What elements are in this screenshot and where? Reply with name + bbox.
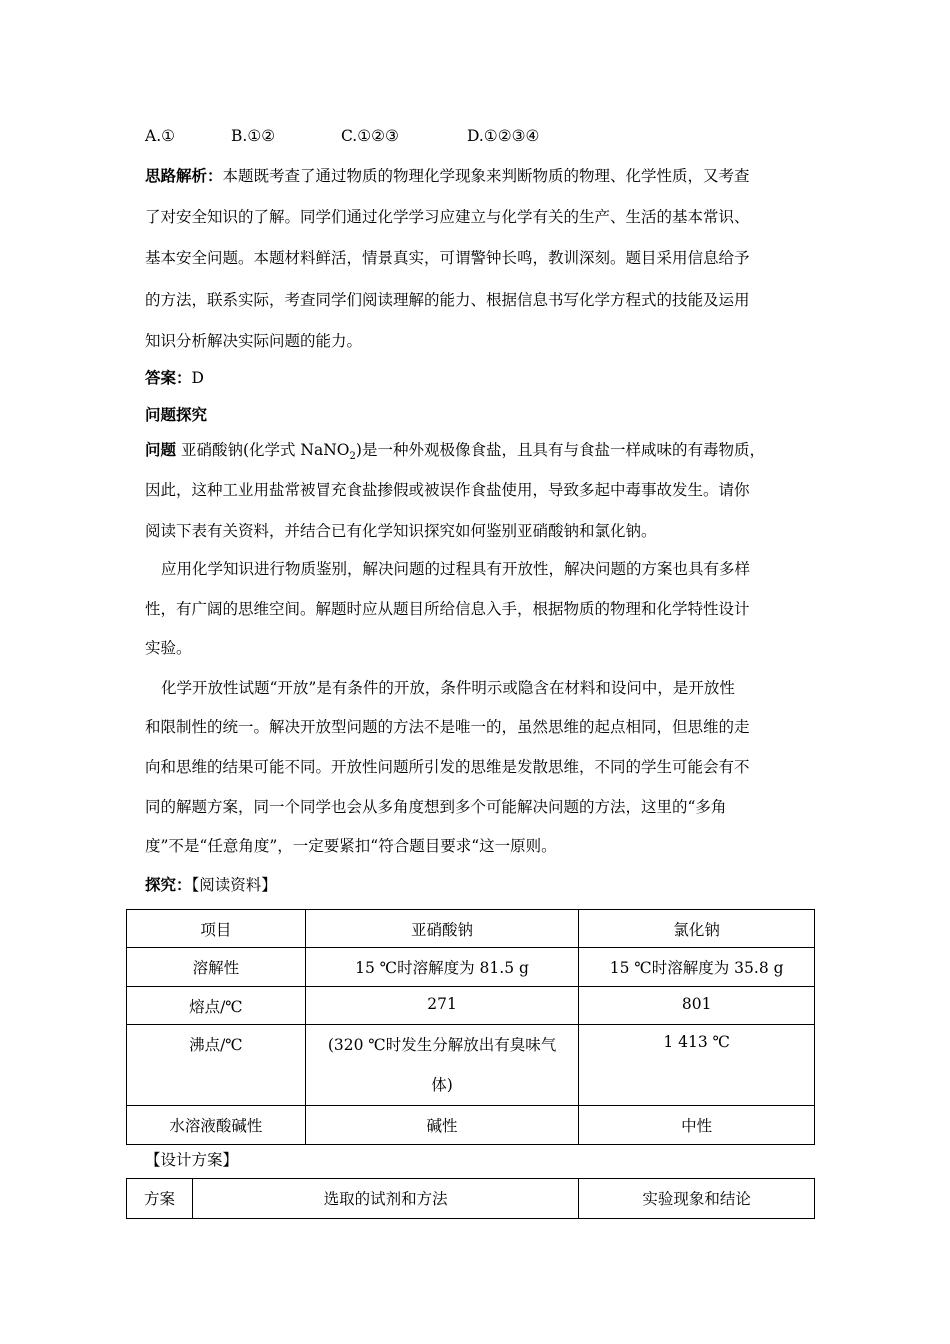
table-cell: 271 <box>305 987 579 1025</box>
question-line-2: 因此，这种工业用盐常被冒充食盐掺假或被误作食盐使用，导致多起中毒事故发生。请你 <box>145 481 750 499</box>
design-table <box>126 1178 815 1219</box>
para2-line-3: 向和思维的结果可能不同。开放性问题所引发的思维是发散思维，不同的学生可能会有不 <box>145 758 750 776</box>
explore-text: 【阅读资料】 <box>191 876 277 894</box>
option-b: B.①② <box>231 127 276 145</box>
explore-heading <box>145 873 277 895</box>
analysis-line-2: 了对安全知识的了解。同学们通过化学学习应建立与化学有关的生产、生活的基本常识、 <box>145 208 750 226</box>
analysis-line-1: 思路解析：本题既考查了通过物质的物理化学现象来判断物质的物理、化学性质，又考查 <box>145 166 750 185</box>
answer <box>145 366 204 388</box>
table-cell: 15 ℃时溶解度为 81.5 g <box>305 948 579 987</box>
para2-line-5: 度”不是“任意角度”，一定要紧扣“符合题目要求“这一原则。 <box>145 837 557 855</box>
para1-line-2: 性，有广阔的思维空间。解题时应从题目所给信息入手，根据物质的物理和化学特性设计 <box>145 600 750 618</box>
table-cell: 中性 <box>579 1106 815 1145</box>
design-title: 【设计方案】 <box>145 1151 239 1169</box>
analysis-label: 思路解析： <box>145 166 223 185</box>
question-label: 问题 <box>145 440 177 459</box>
reading-material-table <box>126 909 815 1145</box>
analysis-line-5: 知识分析解决实际问题的能力。 <box>145 332 363 350</box>
table-cell: 碱性 <box>305 1106 579 1145</box>
table-row <box>127 1025 815 1106</box>
table-row <box>127 948 815 987</box>
option-d: D.①②③④ <box>467 127 540 145</box>
question-line-3: 阅读下表有关资料，并结合已有化学知识探究如何鉴别亚硝酸钠和氯化钠。 <box>145 522 657 540</box>
para2-line-1: 化学开放性试题“开放”是有条件的开放，条件明示或隐含在材料和设问中，是开放性 <box>161 679 735 697</box>
analysis-line-3: 基本安全问题。本题材料鲜活，情景真实，可谓警钟长鸣，教训深刻。题目采用信息给予 <box>145 249 750 267</box>
answer-label: 答案： <box>145 368 192 387</box>
explore-label: 探究： <box>145 875 192 894</box>
table-cell: 溶解性 <box>127 948 306 987</box>
option-c: C.①②③ <box>341 127 399 145</box>
table-cell: 801 <box>579 987 815 1025</box>
table-row <box>127 1106 815 1145</box>
section-title: 问题探究 <box>145 405 208 424</box>
analysis-line-4: 的方法，联系实际，考查同学们阅读理解的能力、根据信息书写化学方程式的技能及运用 <box>145 291 750 309</box>
table-cell-line: (320 ℃时发生分解放出有臭味气 <box>327 1036 557 1054</box>
table-cell: 熔点/℃ <box>127 987 306 1025</box>
table-header-row <box>127 910 815 948</box>
table-cell: 沸点/℃ <box>127 1025 306 1106</box>
table-cell: 1 413 ℃ <box>579 1025 815 1106</box>
table-header-cell: 实验现象和结论 <box>579 1179 815 1219</box>
para1-line-1: 应用化学知识进行物质鉴别，解决问题的过程具有开放性，解决问题的方案也具有多样 <box>161 560 751 578</box>
table-header-cell: 氯化钠 <box>579 910 815 948</box>
table-header-cell: 选取的试剂和方法 <box>192 1179 578 1219</box>
table-header-cell: 项目 <box>127 910 306 948</box>
para1-line-3: 实验。 <box>145 639 192 657</box>
question-line-1: 问题 亚硝酸钠(化学式 NaNO$_2$)是一种外观极像食盐，且具有与食盐一样咸味的有毒物质， <box>145 440 765 463</box>
answer-value: D <box>191 369 204 387</box>
table-row <box>127 987 815 1025</box>
table-cell: 水溶液酸碱性 <box>127 1106 306 1145</box>
para2-line-2: 和限制性的统一。解决开放型问题的方法不是唯一的，虽然思维的起点相同，但思维的走 <box>145 718 750 736</box>
table-cell <box>305 1025 579 1106</box>
table-cell: 15 ℃时溶解度为 35.8 g <box>579 948 815 987</box>
para2-line-4: 同的解题方案，同一个同学也会从多角度想到多个可能解决问题的方法，这里的“多角 <box>145 798 727 816</box>
table-header-row <box>127 1179 815 1219</box>
option-a: A.① <box>145 127 176 145</box>
table-header-cell: 亚硝酸钠 <box>305 910 579 948</box>
table-cell-line: 体) <box>431 1076 453 1094</box>
table-header-cell: 方案 <box>127 1179 193 1219</box>
